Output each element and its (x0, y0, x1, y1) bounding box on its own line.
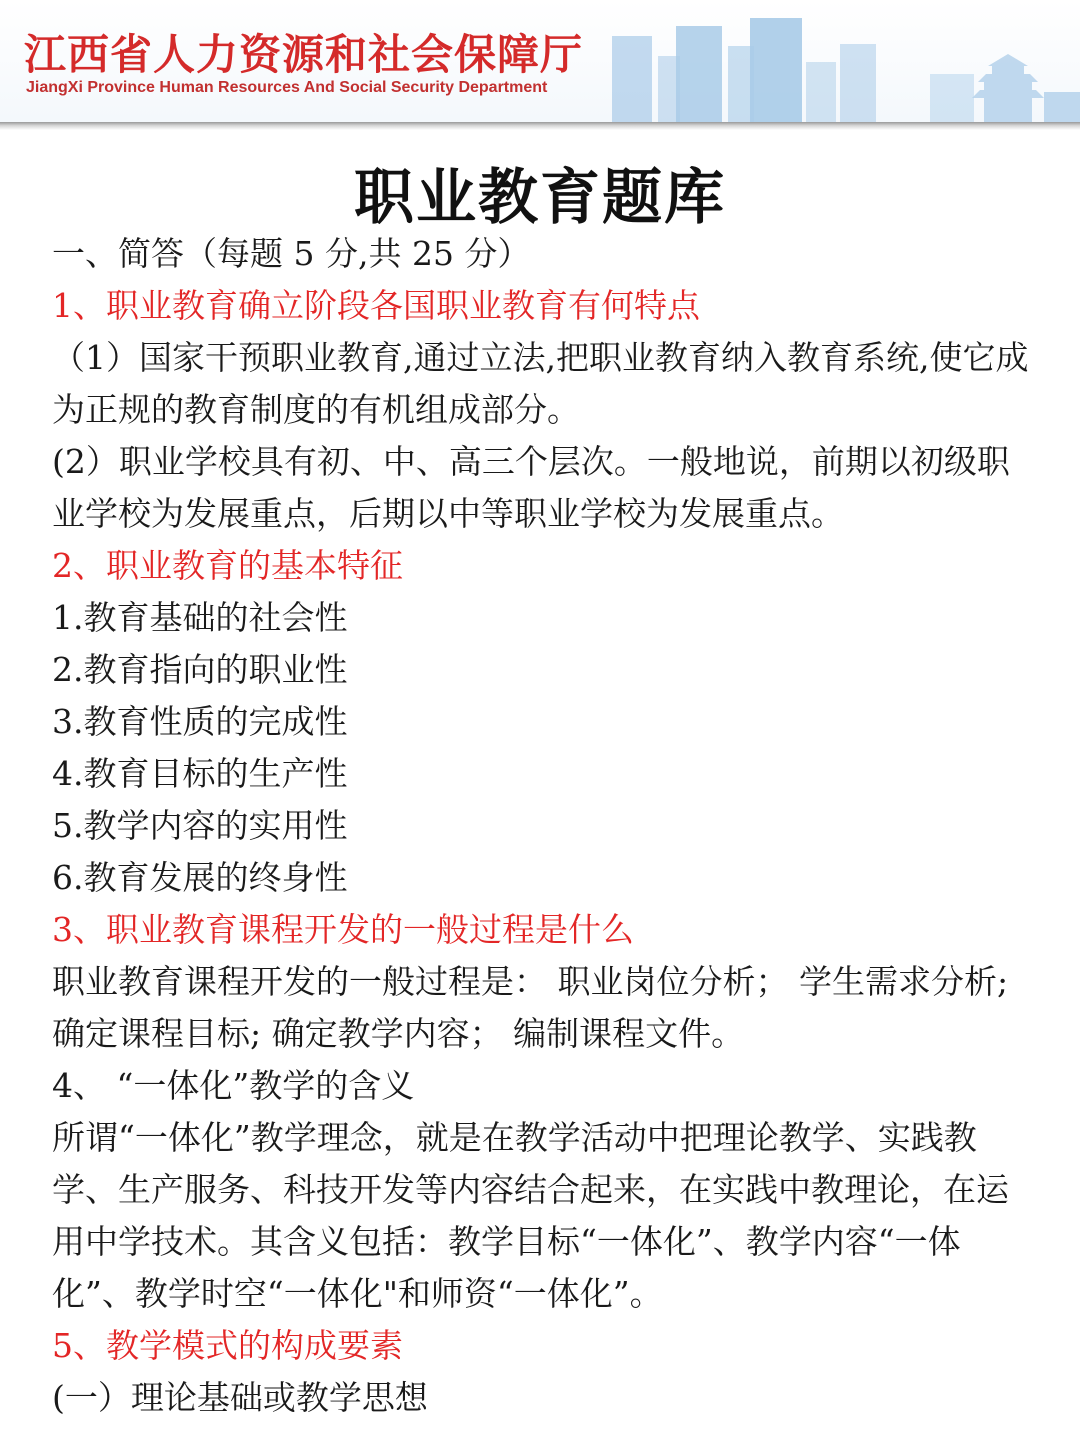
answer-2-6: 6.教育发展的终身性 (52, 858, 348, 897)
answer-2-4: 4.教育目标的生产性 (52, 754, 348, 793)
answer-3-1: 职业教育课程开发的一般过程是： 职业岗位分析； 学生需求分析; 确定课程目标; 确定教学内容； 编制课程文件。 (52, 962, 1009, 1053)
question-2: 2、职业教育的基本特征 (52, 546, 403, 585)
section-heading: 一、简答（每题 5 分,共 25 分） (52, 234, 531, 273)
question-1: 1、职业教育确立阶段各国职业教育有何特点 (52, 286, 700, 325)
answer-2-1: 1.教育基础的社会性 (52, 598, 348, 637)
question-4: 4、 “一体化”教学的含义 (52, 1066, 415, 1105)
question-3: 3、职业教育课程开发的一般过程是什么 (52, 910, 634, 949)
org-name-cn: 江西省人力资源和社会保障厅 (24, 30, 584, 79)
answer-1-2: (2）职业学校具有初、中、高三个层次。一般地说，前期以初级职业学校为发展重点，后期以中等职业学校为发展重点。 (52, 442, 1010, 533)
answer-2-2: 2.教育指向的职业性 (52, 650, 348, 689)
question-5: 5、教学模式的构成要素 (52, 1326, 403, 1365)
answer-5-1: (一）理论基础或教学思想 (52, 1378, 428, 1417)
header-divider (0, 122, 1080, 130)
city-skyline-graphic (600, 0, 1080, 122)
answer-4-1: 所谓“一体化”教学理念，就是在教学活动中把理论教学、实践教学、生产服务、科技开发等内容结合起来，在实践中教理论，在运用中学技术。其含义包括：教学目标“一体化”、教学内容“一体化”、教学时空“一体化"和师资“一体化”。 (52, 1118, 1009, 1313)
page-title: 职业教育题库 (354, 163, 726, 233)
answer-2-3: 3.教育性质的完成性 (52, 702, 348, 741)
answer-1-1: （1）国家干预职业教育,通过立法,把职业教育纳入教育系统,使它成为正规的教育制度的有机组成部分。 (52, 338, 1029, 429)
header-banner (0, 0, 1080, 122)
document-body (52, 228, 1037, 1424)
answer-2-5: 5.教学内容的实用性 (52, 806, 348, 845)
org-name-en: JiangXi Province Human Resources And Social Security Department (26, 79, 548, 96)
